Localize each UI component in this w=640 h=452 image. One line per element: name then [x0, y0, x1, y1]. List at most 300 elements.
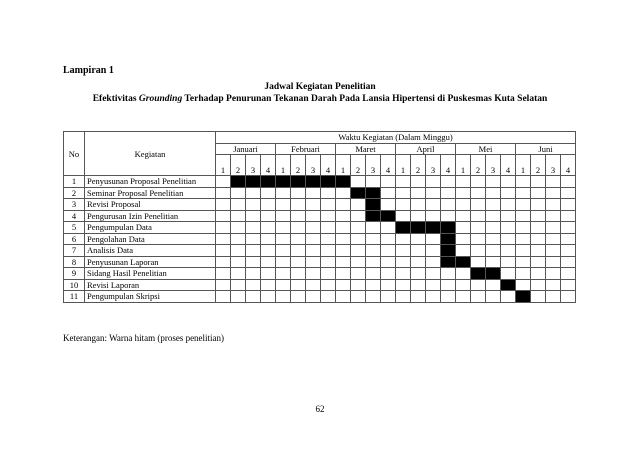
title: Jadwal Kegiatan Penelitian	[264, 82, 376, 92]
row-no: 2	[64, 187, 85, 199]
week-cell-filled	[231, 176, 246, 188]
week-cell	[231, 268, 246, 280]
week-cell	[336, 210, 351, 222]
week-cell	[351, 268, 366, 280]
week-cell	[456, 176, 471, 188]
week-cell-filled	[396, 222, 411, 234]
week-cell	[561, 268, 576, 280]
week-cell	[351, 222, 366, 234]
header-kegiatan: Kegiatan	[85, 132, 216, 176]
week-cell	[486, 187, 501, 199]
week-cell	[486, 233, 501, 245]
week-cell	[471, 233, 486, 245]
row-activity: Sidang Hasil Penelitian	[85, 268, 216, 280]
heading: Lampiran 1	[63, 65, 114, 76]
week-cell	[516, 187, 531, 199]
week-cell	[336, 187, 351, 199]
week-cell	[381, 256, 396, 268]
week-cell	[501, 187, 516, 199]
legend-note: Keterangan: Warna hitam (proses penelitian)	[63, 333, 225, 343]
week-cell	[276, 199, 291, 211]
week-cell	[531, 256, 546, 268]
week-cell	[366, 268, 381, 280]
week-cell-filled	[351, 187, 366, 199]
week-cell	[321, 199, 336, 211]
week-cell	[456, 279, 471, 291]
week-cell	[411, 233, 426, 245]
header-week: 3	[486, 155, 501, 176]
week-cell	[366, 245, 381, 257]
week-cell	[471, 176, 486, 188]
week-cell	[561, 233, 576, 245]
row-activity: Revisi Laporan	[85, 279, 216, 291]
week-cell	[291, 187, 306, 199]
week-cell	[246, 199, 261, 211]
header-month: Maret	[336, 143, 396, 155]
row-no: 4	[64, 210, 85, 222]
week-cell	[291, 291, 306, 303]
week-cell	[291, 279, 306, 291]
week-cell	[276, 210, 291, 222]
week-cell	[336, 199, 351, 211]
subtitle-italic: Grounding	[138, 94, 183, 104]
week-cell	[246, 256, 261, 268]
week-cell	[381, 176, 396, 188]
week-cell	[366, 291, 381, 303]
header-week: 4	[441, 155, 456, 176]
table-row	[64, 176, 576, 188]
week-cell	[351, 256, 366, 268]
week-cell	[321, 233, 336, 245]
header-week: 2	[231, 155, 246, 176]
week-cell	[366, 222, 381, 234]
week-cell	[426, 199, 441, 211]
week-cell	[531, 210, 546, 222]
week-cell	[321, 187, 336, 199]
week-cell	[546, 187, 561, 199]
week-cell	[396, 199, 411, 211]
week-cell	[321, 279, 336, 291]
week-cell	[471, 291, 486, 303]
page-number: 62	[315, 404, 325, 414]
header-week: 3	[546, 155, 561, 176]
row-activity: Penyusunan Proposal Penelitian	[85, 176, 216, 188]
week-cell	[321, 268, 336, 280]
week-cell	[276, 291, 291, 303]
week-cell	[441, 279, 456, 291]
week-cell-filled	[366, 210, 381, 222]
week-cell	[276, 222, 291, 234]
row-no: 9	[64, 268, 85, 280]
week-cell	[501, 245, 516, 257]
header-month: Juni	[516, 143, 576, 155]
week-cell	[291, 268, 306, 280]
week-cell	[516, 176, 531, 188]
header-week: 4	[261, 155, 276, 176]
week-cell	[501, 268, 516, 280]
week-cell	[426, 176, 441, 188]
week-cell	[246, 187, 261, 199]
row-no: 3	[64, 199, 85, 211]
week-cell	[456, 199, 471, 211]
week-cell	[561, 245, 576, 257]
week-cell	[276, 256, 291, 268]
week-cell	[261, 222, 276, 234]
week-cell	[411, 199, 426, 211]
week-cell-filled	[261, 176, 276, 188]
header-week: 3	[426, 155, 441, 176]
row-no: 11	[64, 291, 85, 303]
week-cell	[261, 256, 276, 268]
header-week: 1	[396, 155, 411, 176]
week-cell	[561, 222, 576, 234]
week-cell	[381, 233, 396, 245]
week-cell	[411, 291, 426, 303]
week-cell	[516, 222, 531, 234]
week-cell	[516, 199, 531, 211]
week-cell	[411, 176, 426, 188]
week-cell	[486, 176, 501, 188]
row-activity: Penyusunan Laporan	[85, 256, 216, 268]
week-cell	[501, 222, 516, 234]
subtitle-pre: Efektivitas	[92, 94, 139, 104]
week-cell-filled	[291, 176, 306, 188]
week-cell	[561, 187, 576, 199]
week-cell	[381, 279, 396, 291]
week-cell	[261, 187, 276, 199]
week-cell	[546, 291, 561, 303]
week-cell	[216, 199, 231, 211]
week-cell	[291, 233, 306, 245]
week-cell	[396, 268, 411, 280]
table-row	[64, 210, 576, 222]
week-cell	[471, 187, 486, 199]
header-week: 2	[351, 155, 366, 176]
table-row	[64, 268, 576, 280]
week-cell	[261, 245, 276, 257]
week-cell	[291, 222, 306, 234]
week-cell	[426, 210, 441, 222]
week-cell	[231, 233, 246, 245]
week-cell	[426, 291, 441, 303]
week-cell	[501, 176, 516, 188]
header-week: 1	[516, 155, 531, 176]
week-cell	[336, 233, 351, 245]
week-cell	[411, 256, 426, 268]
header-week: 2	[291, 155, 306, 176]
week-cell	[546, 233, 561, 245]
week-cell	[411, 279, 426, 291]
week-cell	[396, 245, 411, 257]
header-week: 1	[276, 155, 291, 176]
week-cell	[486, 199, 501, 211]
week-cell	[336, 222, 351, 234]
week-cell	[426, 245, 441, 257]
week-cell	[366, 176, 381, 188]
week-cell	[351, 291, 366, 303]
week-cell	[441, 176, 456, 188]
week-cell	[426, 279, 441, 291]
week-cell	[216, 222, 231, 234]
week-cell	[561, 279, 576, 291]
week-cell	[276, 187, 291, 199]
header-week: 1	[456, 155, 471, 176]
week-cell	[441, 268, 456, 280]
row-no: 10	[64, 279, 85, 291]
week-cell	[456, 210, 471, 222]
week-cell	[471, 279, 486, 291]
header-week: 1	[216, 155, 231, 176]
week-cell	[471, 245, 486, 257]
week-cell	[486, 245, 501, 257]
week-cell-filled	[471, 268, 486, 280]
row-activity: Pengumpulan Skripsi	[85, 291, 216, 303]
week-cell	[516, 233, 531, 245]
week-cell	[216, 256, 231, 268]
week-cell	[381, 199, 396, 211]
week-cell	[336, 291, 351, 303]
subtitle	[0, 94, 640, 104]
week-cell	[351, 199, 366, 211]
week-cell	[351, 279, 366, 291]
week-cell	[261, 199, 276, 211]
week-cell	[396, 233, 411, 245]
week-cell	[501, 210, 516, 222]
row-activity: Pengumpulan Data	[85, 222, 216, 234]
week-cell	[261, 279, 276, 291]
week-cell	[441, 187, 456, 199]
row-no: 7	[64, 245, 85, 257]
week-cell-filled	[306, 176, 321, 188]
week-cell	[216, 176, 231, 188]
header-week: 4	[381, 155, 396, 176]
week-cell	[456, 268, 471, 280]
header-week: 3	[366, 155, 381, 176]
header-month: April	[396, 143, 456, 155]
week-cell	[216, 187, 231, 199]
week-cell	[216, 279, 231, 291]
week-cell	[531, 291, 546, 303]
header-waktu: Waktu Kegiatan (Dalam Minggu)	[216, 132, 576, 144]
week-cell	[456, 245, 471, 257]
week-cell-filled	[321, 176, 336, 188]
week-cell	[531, 199, 546, 211]
header-week: 3	[306, 155, 321, 176]
week-cell	[306, 291, 321, 303]
week-cell	[531, 245, 546, 257]
table-row	[64, 279, 576, 291]
week-cell	[516, 245, 531, 257]
week-cell	[381, 245, 396, 257]
week-cell	[561, 176, 576, 188]
week-cell	[396, 279, 411, 291]
week-cell	[486, 291, 501, 303]
week-cell	[321, 256, 336, 268]
week-cell	[351, 176, 366, 188]
table-row	[64, 256, 576, 268]
row-no: 1	[64, 176, 85, 188]
week-cell	[306, 187, 321, 199]
week-cell	[486, 279, 501, 291]
header-week: 4	[321, 155, 336, 176]
week-cell	[546, 256, 561, 268]
week-cell	[411, 210, 426, 222]
week-cell	[501, 233, 516, 245]
week-cell	[396, 210, 411, 222]
header-month: Mei	[456, 143, 516, 155]
week-cell	[486, 256, 501, 268]
row-activity: Pengurusan Izin Penelitian	[85, 210, 216, 222]
week-cell	[216, 210, 231, 222]
table-row	[64, 187, 576, 199]
week-cell	[516, 210, 531, 222]
week-cell-filled	[456, 256, 471, 268]
week-cell-filled	[366, 187, 381, 199]
week-cell	[471, 256, 486, 268]
week-cell	[456, 187, 471, 199]
week-cell	[426, 256, 441, 268]
week-cell-filled	[441, 256, 456, 268]
header-week: 3	[246, 155, 261, 176]
week-cell	[246, 222, 261, 234]
week-cell	[351, 245, 366, 257]
week-cell	[321, 245, 336, 257]
week-cell	[456, 291, 471, 303]
week-cell-filled	[381, 210, 396, 222]
week-cell	[246, 233, 261, 245]
week-cell	[441, 291, 456, 303]
week-cell	[471, 222, 486, 234]
row-no: 8	[64, 256, 85, 268]
week-cell	[261, 233, 276, 245]
week-cell-filled	[366, 199, 381, 211]
week-cell	[486, 210, 501, 222]
week-cell	[546, 222, 561, 234]
week-cell	[351, 210, 366, 222]
week-cell	[501, 256, 516, 268]
header-month: Januari	[216, 143, 276, 155]
week-cell-filled	[426, 222, 441, 234]
week-cell	[486, 222, 501, 234]
week-cell	[441, 210, 456, 222]
week-cell	[336, 268, 351, 280]
week-cell	[471, 210, 486, 222]
week-cell	[546, 210, 561, 222]
week-cell	[501, 199, 516, 211]
week-cell	[336, 279, 351, 291]
week-cell	[276, 279, 291, 291]
week-cell	[231, 256, 246, 268]
week-cell	[471, 199, 486, 211]
week-cell	[426, 187, 441, 199]
week-cell	[561, 256, 576, 268]
week-cell	[456, 222, 471, 234]
week-cell	[396, 176, 411, 188]
week-cell	[381, 268, 396, 280]
week-cell-filled	[246, 176, 261, 188]
week-cell	[546, 279, 561, 291]
week-cell	[546, 268, 561, 280]
week-cell	[231, 210, 246, 222]
week-cell	[246, 210, 261, 222]
week-cell	[216, 245, 231, 257]
week-cell	[336, 245, 351, 257]
header-month: Februari	[276, 143, 336, 155]
table-row	[64, 222, 576, 234]
week-cell	[531, 176, 546, 188]
header-week: 4	[561, 155, 576, 176]
week-cell-filled	[486, 268, 501, 280]
week-cell	[336, 256, 351, 268]
week-cell	[411, 245, 426, 257]
week-cell	[306, 279, 321, 291]
week-cell	[306, 222, 321, 234]
week-cell	[426, 233, 441, 245]
week-cell	[291, 245, 306, 257]
week-cell	[516, 268, 531, 280]
row-activity: Analisis Data	[85, 245, 216, 257]
week-cell	[306, 233, 321, 245]
header-week: 1	[336, 155, 351, 176]
week-cell	[366, 256, 381, 268]
week-cell	[381, 187, 396, 199]
week-cell	[231, 222, 246, 234]
week-cell	[516, 256, 531, 268]
week-cell	[546, 176, 561, 188]
week-cell	[231, 199, 246, 211]
week-cell	[306, 210, 321, 222]
row-no: 6	[64, 233, 85, 245]
week-cell	[366, 233, 381, 245]
week-cell	[231, 291, 246, 303]
week-cell-filled	[411, 222, 426, 234]
week-cell	[216, 233, 231, 245]
week-cell	[426, 268, 441, 280]
week-cell	[276, 233, 291, 245]
week-cell	[441, 199, 456, 211]
week-cell	[276, 268, 291, 280]
week-cell-filled	[441, 233, 456, 245]
week-cell	[456, 233, 471, 245]
week-cell	[306, 256, 321, 268]
table-row	[64, 245, 576, 257]
week-cell	[306, 268, 321, 280]
week-cell	[396, 256, 411, 268]
week-cell	[546, 245, 561, 257]
week-cell	[351, 233, 366, 245]
week-cell	[501, 291, 516, 303]
week-cell	[516, 279, 531, 291]
header-week: 2	[411, 155, 426, 176]
table-row	[64, 291, 576, 303]
week-cell	[246, 291, 261, 303]
week-cell	[321, 210, 336, 222]
row-no: 5	[64, 222, 85, 234]
week-cell	[561, 291, 576, 303]
week-cell	[411, 268, 426, 280]
week-cell	[411, 187, 426, 199]
week-cell-filled	[501, 279, 516, 291]
header-no: No	[64, 132, 85, 176]
week-cell-filled	[516, 291, 531, 303]
week-cell-filled	[336, 176, 351, 188]
table-row	[64, 233, 576, 245]
table-row	[64, 199, 576, 211]
week-cell	[306, 199, 321, 211]
week-cell-filled	[441, 222, 456, 234]
week-cell	[216, 268, 231, 280]
header-week: 2	[471, 155, 486, 176]
